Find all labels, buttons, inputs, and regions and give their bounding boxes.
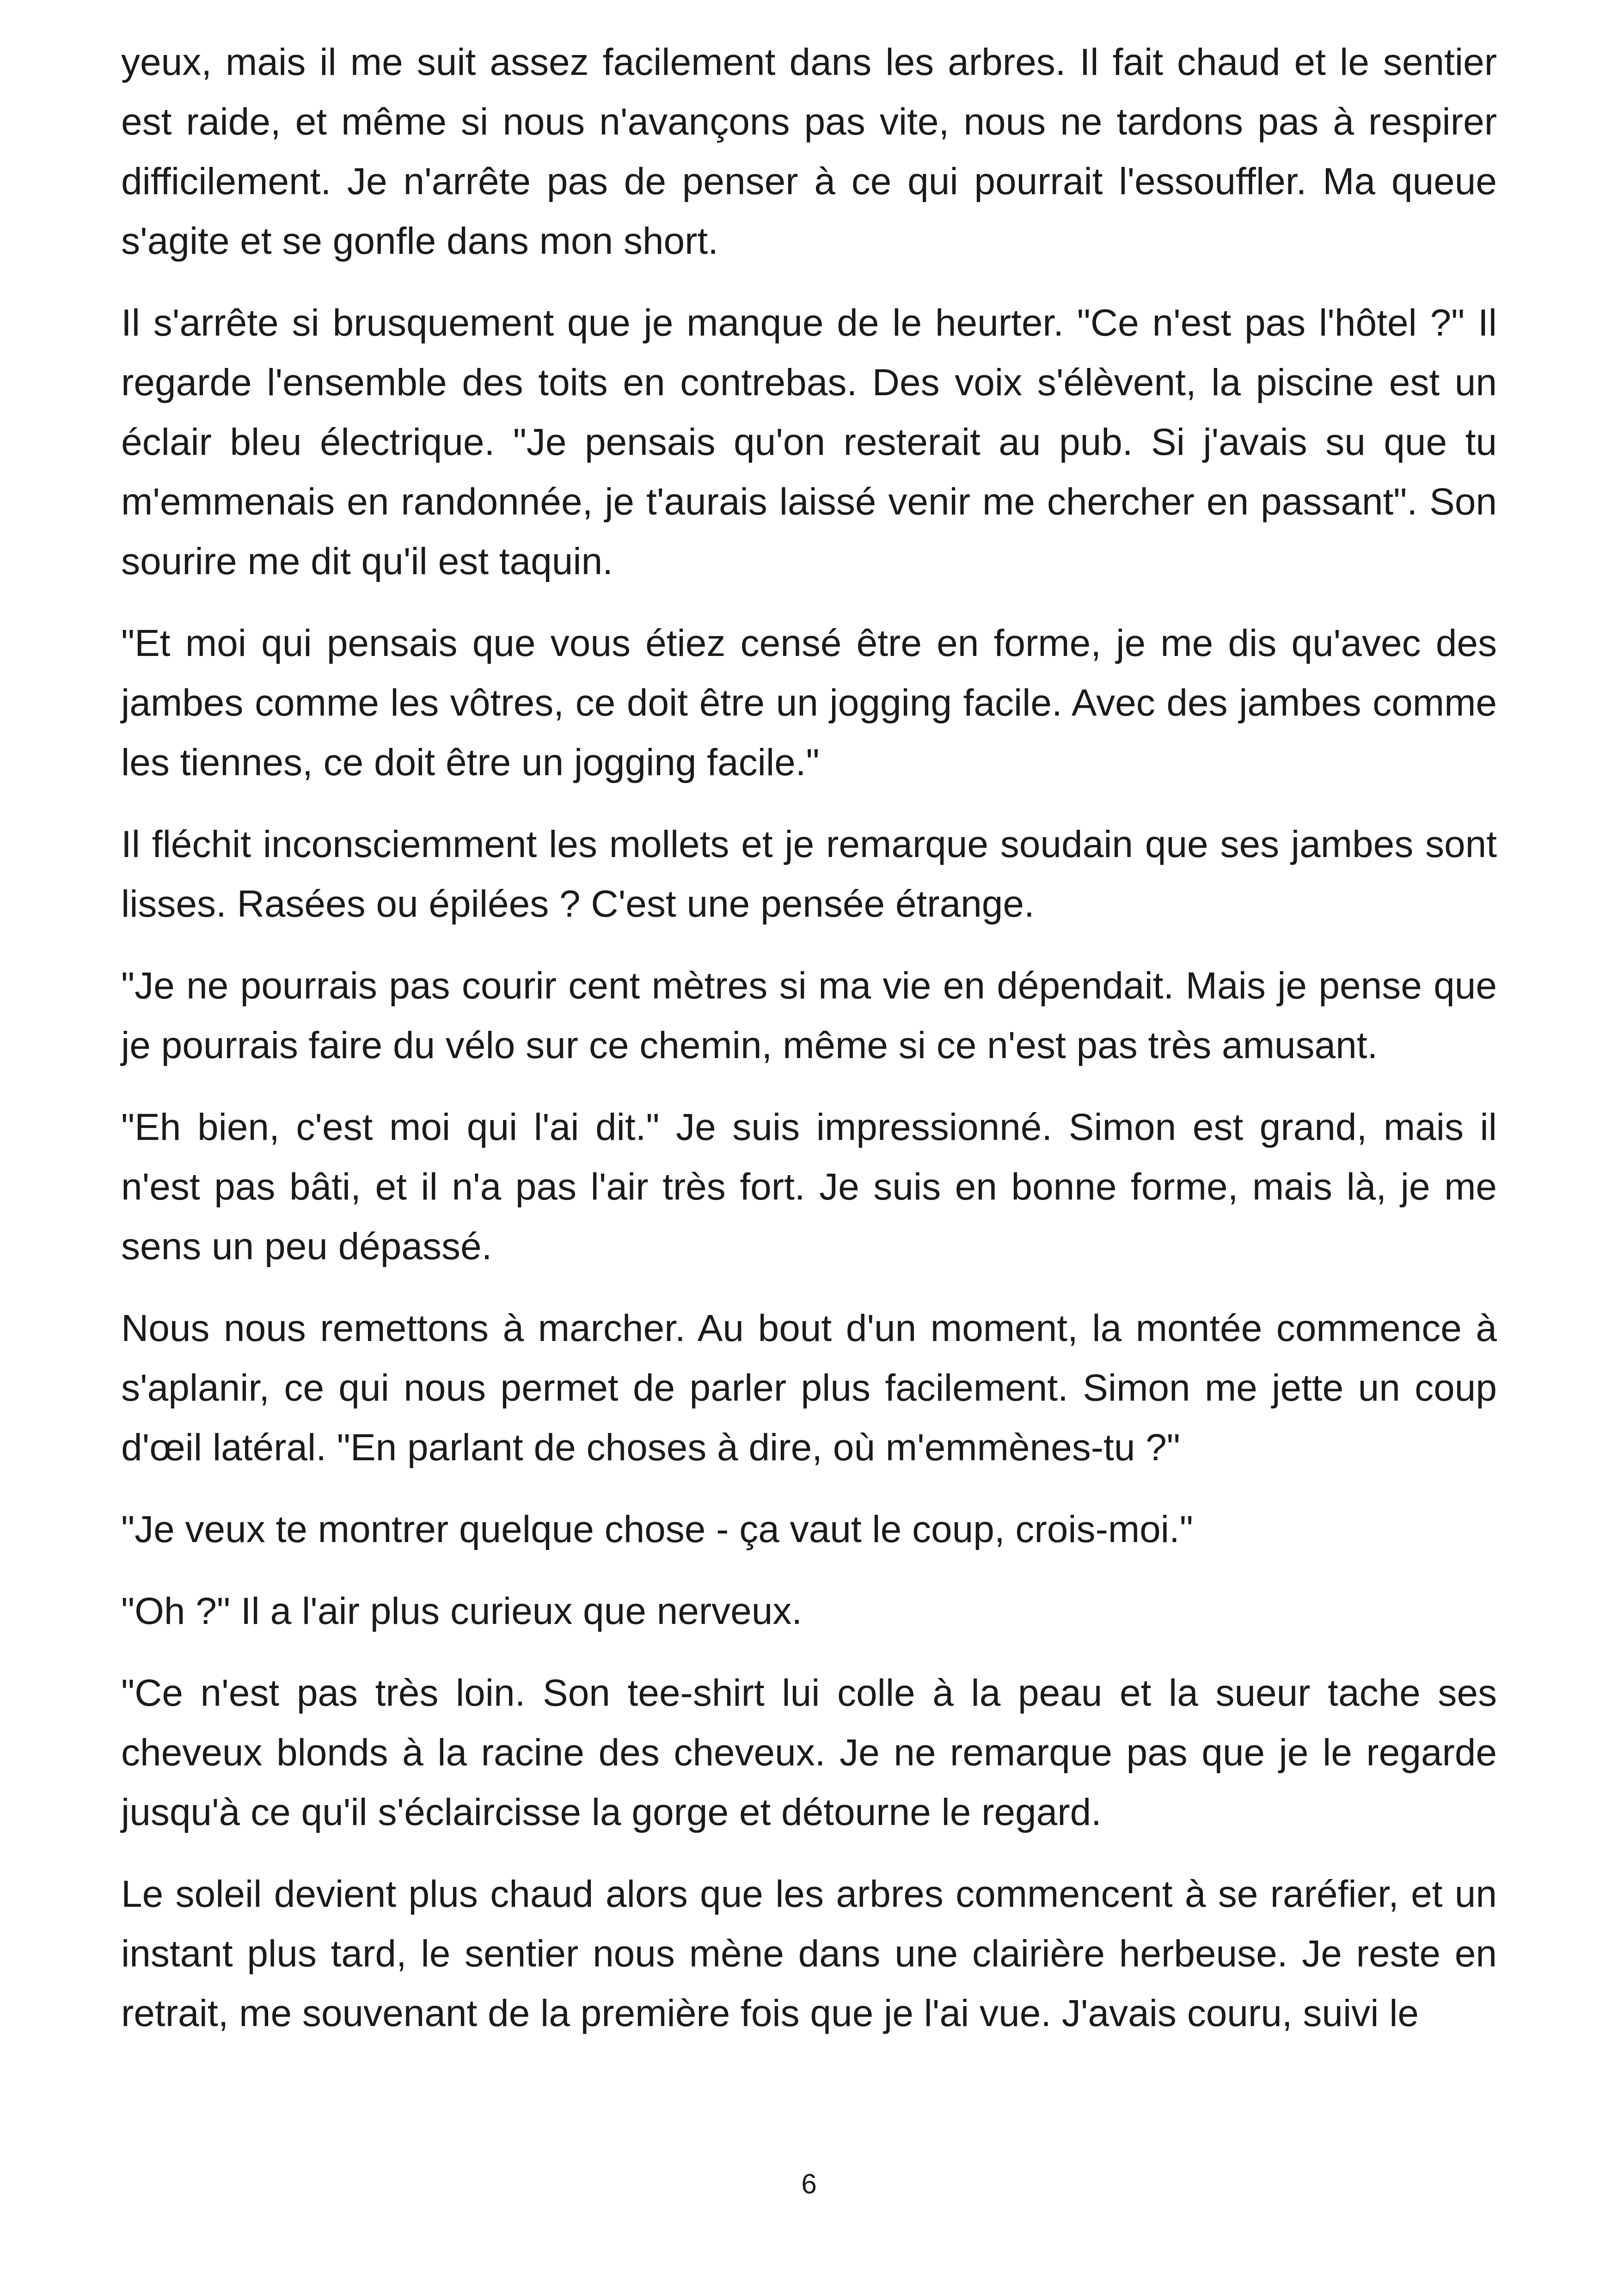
paragraph: "Eh bien, c'est moi qui l'ai dit." Je suis impressionné. Simon est grand, mais il n'est pas bâti, et il n'a pas l'air très fort. Je suis en bonne forme, mais là, je me sens un peu dépassé. (121, 1106, 1497, 1267)
paragraph: "Je ne pourrais pas courir cent mètres si ma vie en dépendait. Mais je pense que je pourrais faire du vélo sur ce chemin, même si ce n'est pas très amusant. (121, 965, 1497, 1066)
paragraph: Nous nous remettons à marcher. Au bout d'un moment, la montée commence à s'aplanir, ce qui nous permet de parler plus facilement. Simon me jette un coup d'œil latéral. "En parlant de choses à dire, où m'emmènes-tu ?" (121, 1307, 1497, 1469)
paragraph: "Oh ?" Il a l'air plus curieux que nerveux. (121, 1590, 803, 1632)
paragraph: Il fléchit inconsciemment les mollets et je remarque soudain que ses jambes sont lisses. Rasées ou épilées ? C'est une pensée étrange. (121, 823, 1497, 925)
paragraph: Il s'arrête si brusquement que je manque de le heurter. "Ce n'est pas l'hôtel ?" Il regarde l'ensemble des toits en contrebas. Des voix s'élèvent, la piscine est un éclair bleu électrique. "Je pensais qu'on resterait au pub. Si j'avais su que tu m'emmenais en randonnée, je t'aurais laissé venir me chercher en passant". Son sourire me dit qu'il est taquin. (121, 302, 1497, 582)
paragraph: yeux, mais il me suit assez facilement dans les arbres. Il fait chaud et le sentier est raide, et même si nous n'avançons pas vite, nous ne tardons pas à respirer difficilement. Je n'arrête pas de penser à ce qui pourrait l'essouffler. Ma queue s'agite et se gonfle dans mon short. (121, 41, 1497, 262)
paragraph: "Et moi qui pensais que vous étiez censé être en forme, je me dis qu'avec des jambes comme les vôtres, ce doit être un jogging facile. Avec des jambes comme les tiennes, ce doit être un jogging facile." (121, 622, 1497, 784)
paragraph: "Ce n'est pas très loin. Son tee-shirt lui colle à la peau et la sueur tache ses cheveux blonds à la racine des cheveux. Je ne remarque pas que je le regarde jusqu'à ce qu'il s'éclaircisse la gorge et détourne le regard. (121, 1672, 1497, 1833)
page-number: 6 (801, 2168, 817, 2199)
body-text (121, 32, 1497, 2065)
paragraph: Le soleil devient plus chaud alors que les arbres commencent à se raréfier, et un instant plus tard, le sentier nous mène dans une clairière herbeuse. Je reste en retrait, me souvenant de la première fois que je l'ai vue. J'avais couru, suivi le (121, 1873, 1497, 2034)
paragraph: "Je veux te montrer quelque chose - ça vaut le coup, crois-moi." (121, 1508, 1193, 1550)
